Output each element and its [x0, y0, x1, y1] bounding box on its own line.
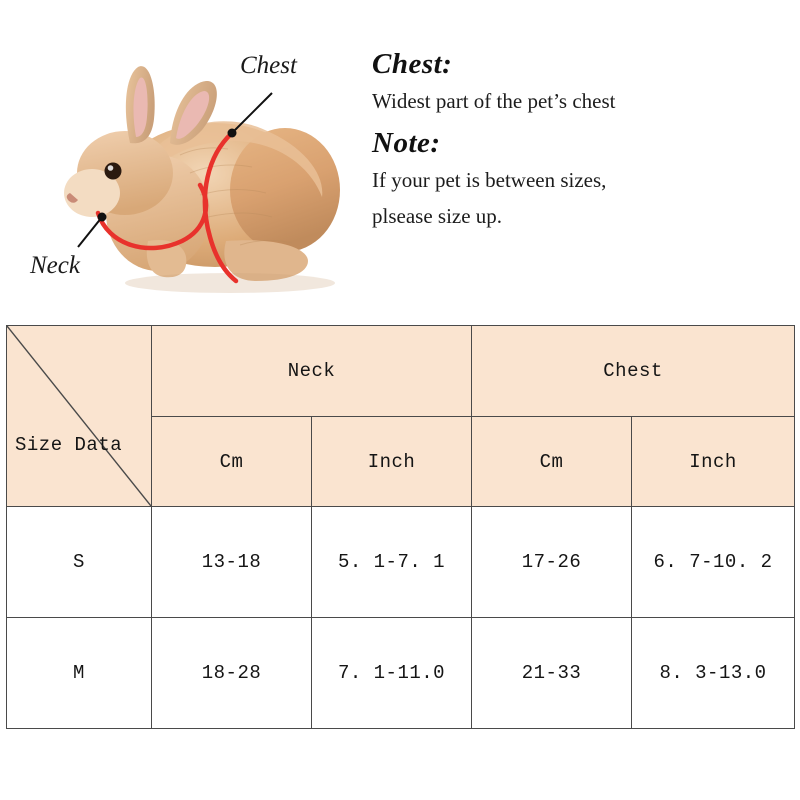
- row-size-s-neck-inch: 5. 1-7. 1: [312, 507, 472, 618]
- callout-label-chest: Chest: [240, 52, 297, 79]
- row-size-m-neck-cm: 18-28: [152, 618, 312, 729]
- row-size-s-label: S: [7, 507, 152, 618]
- diagonal-divider-icon: [7, 326, 151, 506]
- table-header-row-groups: [7, 326, 795, 417]
- chest-heading: Chest:: [372, 48, 453, 80]
- unit-header-chest-inch: Inch: [632, 417, 795, 507]
- info-text-block: [372, 48, 782, 237]
- note-line-2: plsease size up.: [372, 203, 503, 228]
- table-row: [7, 618, 795, 729]
- row-size-m-neck-inch: 7. 1-11.0: [312, 618, 472, 729]
- row-size-s-neck-cm: 13-18: [152, 507, 312, 618]
- table-row: [7, 507, 795, 618]
- size-chart-table: [6, 325, 795, 729]
- unit-header-neck-cm: Cm: [152, 417, 312, 507]
- unit-header-chest-cm: Cm: [472, 417, 632, 507]
- row-size-m-chest-inch: 8. 3-13.0: [632, 618, 795, 729]
- chest-description: Widest part of the pet’s chest: [372, 89, 616, 113]
- note-line-1: If your pet is between sizes,: [372, 168, 607, 193]
- row-size-s-chest-inch: 6. 7-10. 2: [632, 507, 795, 618]
- row-size-m-chest-cm: 21-33: [472, 618, 632, 729]
- row-size-m-label: M: [7, 618, 152, 729]
- note-heading: Note:: [372, 127, 441, 160]
- corner-size-data-cell: [7, 326, 152, 507]
- group-header-neck: Neck: [152, 326, 472, 417]
- group-header-chest: Chest: [472, 326, 795, 417]
- rabbit-illustration: [30, 45, 360, 295]
- corner-label: Size Data: [15, 434, 123, 456]
- unit-header-neck-inch: Inch: [312, 417, 472, 507]
- row-size-s-chest-cm: 17-26: [472, 507, 632, 618]
- top-section: [0, 0, 800, 325]
- callout-label-neck: Neck: [30, 252, 80, 279]
